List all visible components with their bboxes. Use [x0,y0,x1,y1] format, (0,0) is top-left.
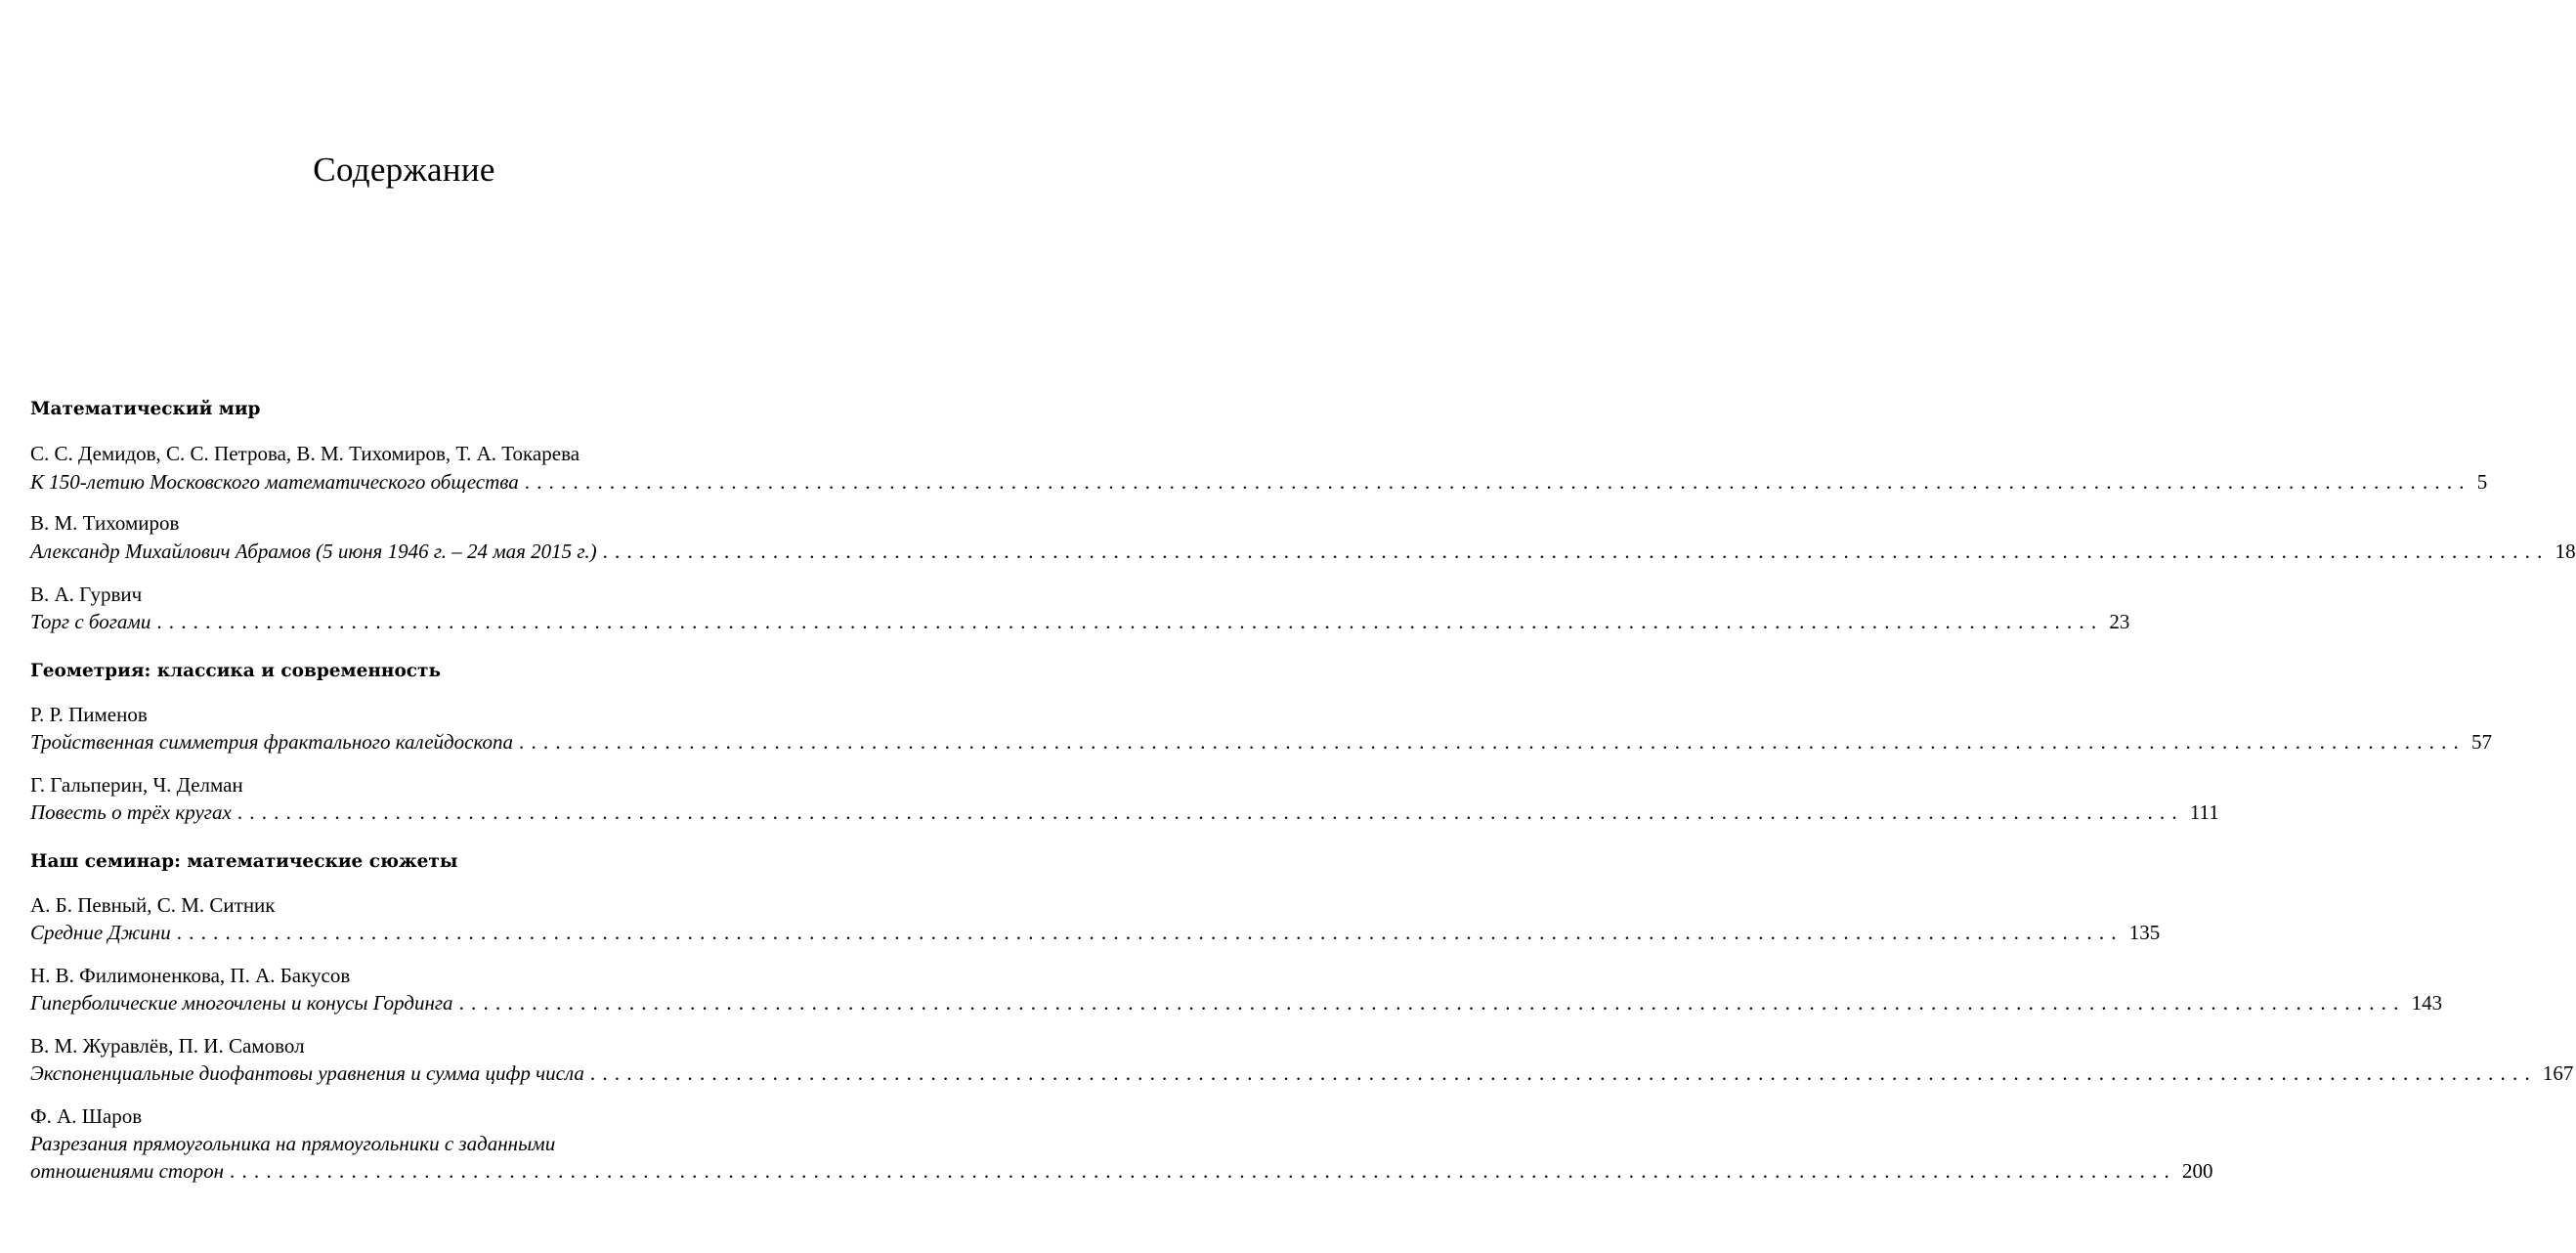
dot-leader: ................................................................................................................................................................ [524,470,2471,494]
entry-page-number: 167 [2542,1061,2574,1085]
entry-title: Торг с богами [30,610,151,633]
toc-entry-link[interactable] [30,920,2161,945]
entry-page-number: 18 [2555,540,2576,563]
toc-entry-link[interactable] [30,1060,2574,1086]
entry-authors: В. М. Журавлёв, П. И. Самовол [30,1034,305,1058]
toc-entry-link[interactable] [30,609,2130,634]
dot-leader: ................................................................................................................................................................ [176,921,2124,944]
entry-authors: Г. Гальперин, Ч. Делман [30,773,243,797]
page-title: Содержание [313,151,495,189]
entry-authors: Н. В. Филимоненкова, П. А. Бакусов [30,964,351,987]
entry-authors: В. М. Тихомиров [30,511,180,535]
entry-page-number: 5 [2476,470,2488,494]
toc-entry-link[interactable] [30,990,2443,1015]
entry-page-number: 143 [2411,991,2443,1015]
toc-entry-link[interactable] [30,539,2576,564]
entry-page-number: 57 [2471,730,2492,754]
toc-entry-link[interactable] [30,1158,2213,1184]
entry-authors: В. А. Гурвич [30,583,143,606]
dot-leader: ................................................................................................................................................................ [458,991,2406,1015]
entry-authors: С. С. Демидов, С. С. Петрова, В. М. Тихомиров, Т. А. Токарева [30,442,580,465]
entry-page-number: 200 [2182,1159,2213,1183]
section-heading: Математический мир [30,399,261,419]
section-heading: Наш семинар: математические сюжеты [30,851,458,872]
dot-leader: ................................................................................................................................................................ [602,540,2550,563]
toc-entry-link[interactable] [30,799,2219,825]
entry-title: Повесть о трёх кругах [30,800,232,824]
entry-title: К 150-летию Московского математического общества [30,470,519,494]
entry-page-number: 23 [2109,610,2130,633]
dot-leader: ................................................................................................................................................................ [589,1061,2537,1085]
dot-leader: ................................................................................................................................................................ [156,610,2104,633]
entry-authors: Р. Р. Пименов [30,703,148,726]
toc-entry-link[interactable] [30,729,2492,755]
entry-title: Тройственная симметрия фрактального калейдоскопа [30,730,513,754]
entry-authors: Ф. А. Шаров [30,1104,143,1128]
entry-title: Александр Михайлович Абрамов (5 июня 1946 г. – 24 мая 2015 г.) [30,540,597,563]
entry-title: Экспоненциальные диофантовы уравнения и сумма цифр числа [30,1061,584,1085]
entry-title: Гиперболические многочлены и конусы Гординга [30,991,453,1015]
section-heading: Геометрия: классика и современность [30,661,442,681]
entry-title[interactable]: Разрезания прямоугольника на прямоугольники с заданными [30,1132,556,1155]
dot-leader: ................................................................................................................................................................ [519,730,2466,754]
toc-entry-link[interactable] [30,469,2488,495]
entry-authors: А. Б. Певный, С. М. Ситник [30,893,276,917]
dot-leader: ................................................................................................................................................................ [230,1159,2176,1183]
entry-title-continuation: отношениями сторон [30,1159,224,1183]
entry-page-number: 135 [2128,921,2161,944]
entry-title: Средние Джини [30,921,171,944]
dot-leader: ................................................................................................................................................................ [236,800,2184,824]
entry-page-number: 111 [2189,800,2219,824]
